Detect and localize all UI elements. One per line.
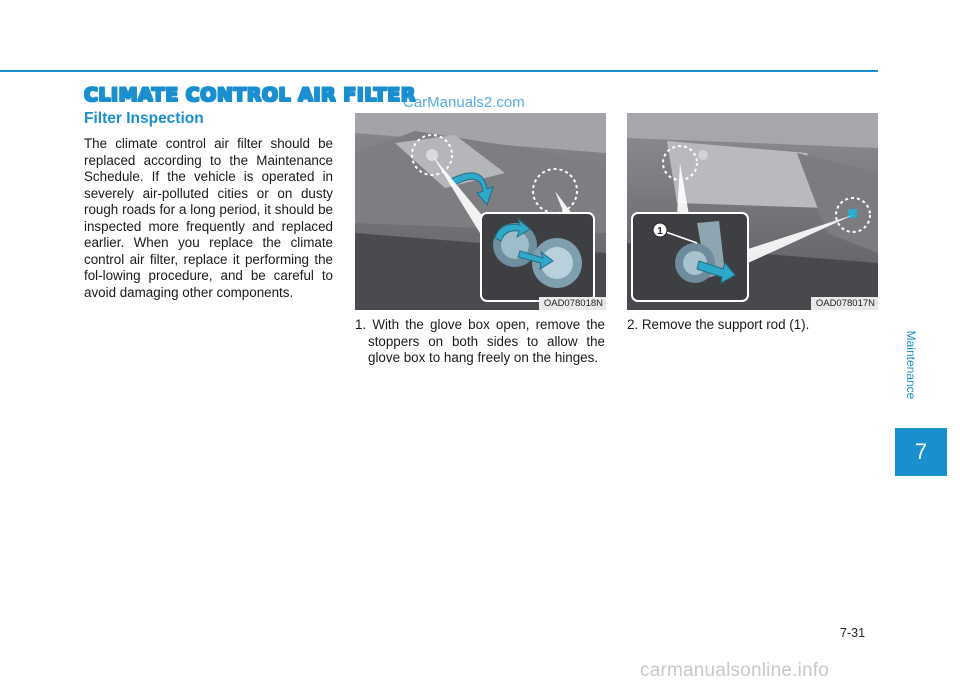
glove-box-stopper-illustration <box>355 113 606 310</box>
filter-inspection-body: The climate control air filter should be replaced according to the Maintenance Schedule. If the vehicle is operated in severely air-polluted cities or on dusty rough roads for a long period, it should be inspected more frequently and replaced earlier. When you replace the climate control air filter, replace it performing the fol-lowing procedure, and be careful to avoid damaging other components. <box>84 136 333 300</box>
page-number: 7-31 <box>840 626 866 640</box>
figure-support-rod <box>627 113 878 310</box>
filter-inspection-heading: Filter Inspection <box>84 110 204 127</box>
chapter-number: 7 <box>914 439 928 464</box>
support-rod-callout: 1 <box>657 226 663 237</box>
step-remove-support-rod <box>627 317 877 334</box>
figure-glove-box-stoppers <box>355 113 606 310</box>
chapter-label: Maintenance <box>904 330 918 400</box>
step-text: 1. With the glove box open, remove the stoppers on both sides to allow the glove box to hang freely on the hinges. <box>355 317 605 365</box>
chapter-side-label <box>898 300 924 430</box>
step-remove-stoppers <box>355 317 605 367</box>
watermark-bottom[interactable]: carmanualsonline.info <box>640 660 830 681</box>
watermark-top[interactable]: CarManuals2.com <box>403 94 525 111</box>
figure-code: OAD078018N <box>539 297 606 310</box>
section-title: CLIMATE CONTROL AIR FILTER <box>84 84 416 106</box>
support-rod-illustration <box>627 113 878 310</box>
step-text: 2. Remove the support rod (1). <box>627 317 810 332</box>
figure-code: OAD078017N <box>811 297 878 310</box>
chapter-tab <box>895 428 947 476</box>
header-rule <box>0 70 878 72</box>
